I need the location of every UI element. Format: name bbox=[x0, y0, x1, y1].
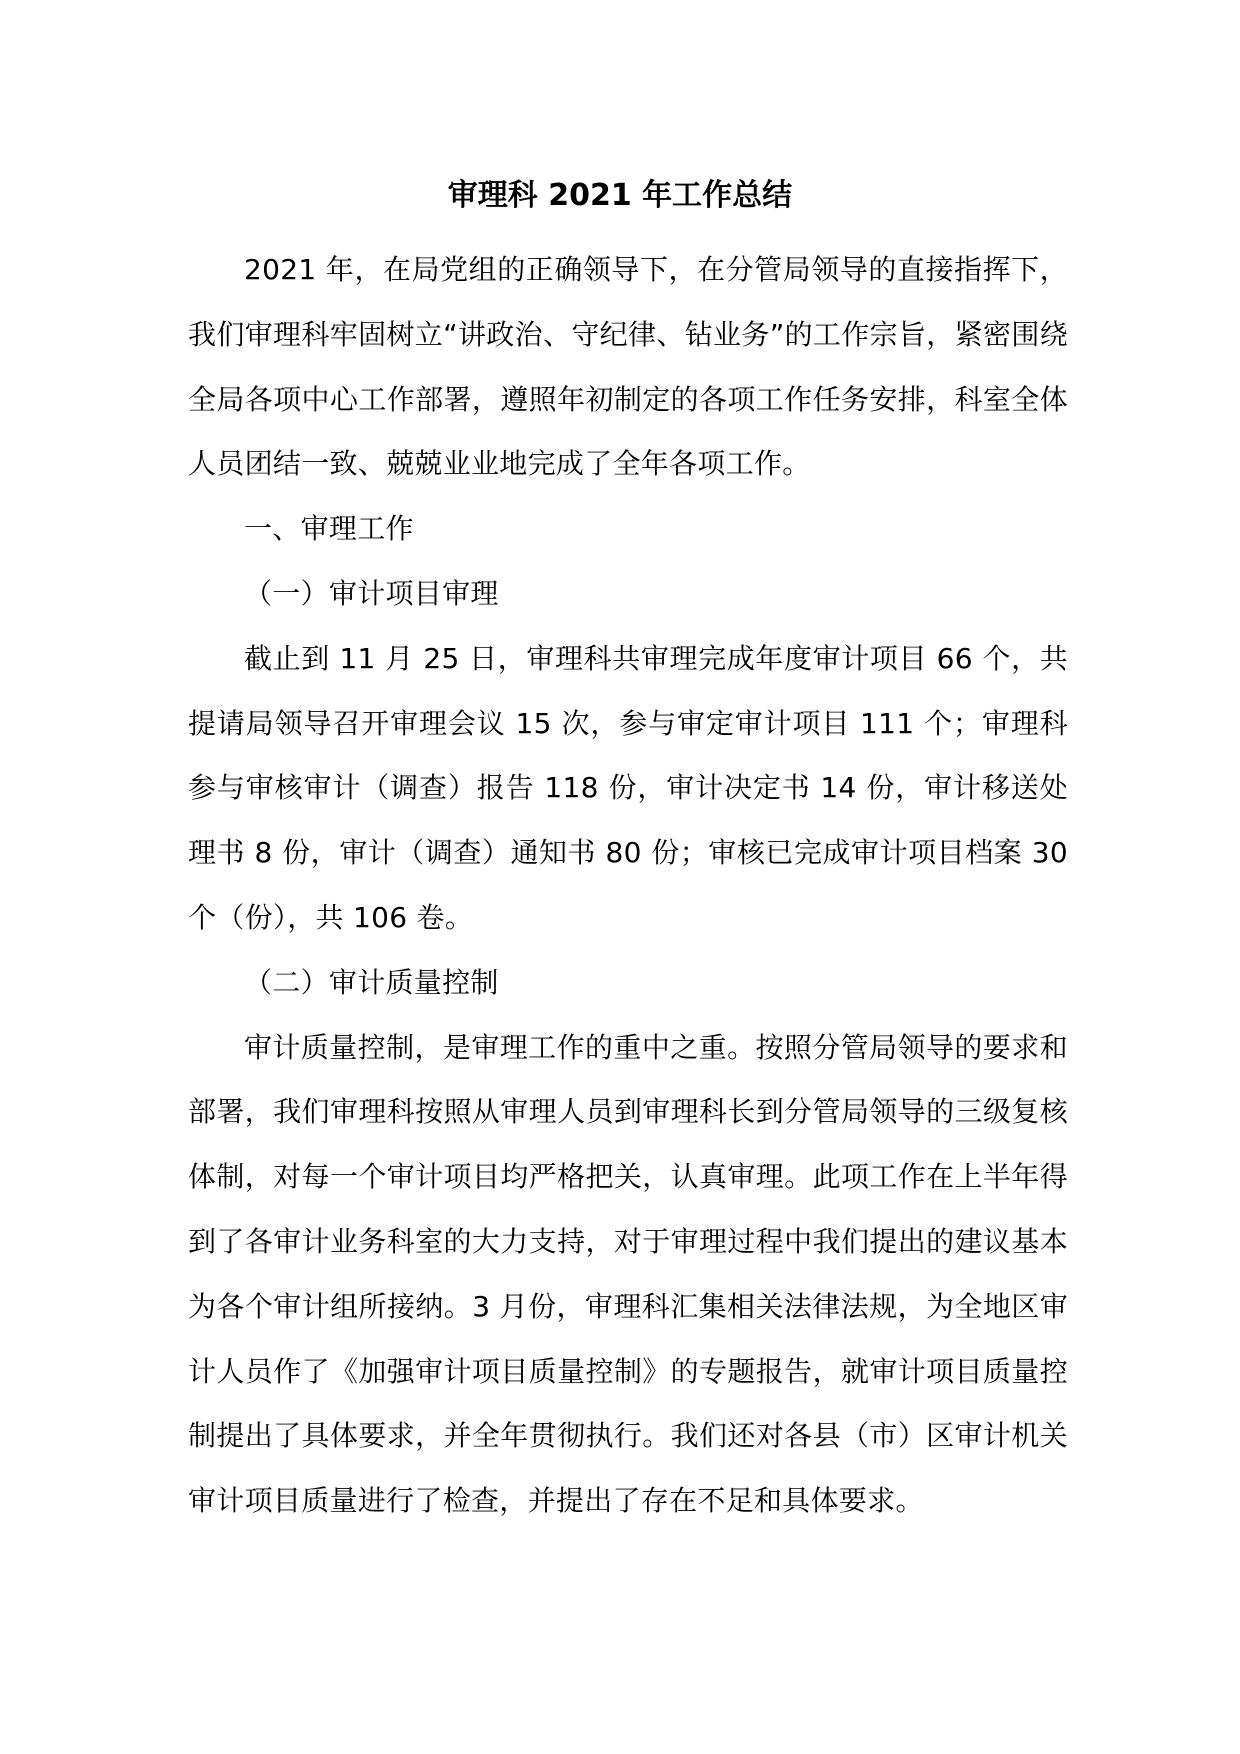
section-heading-review-work: 一、审理工作 bbox=[244, 512, 414, 546]
paragraph-project-review: 截止到 11 月 25 日，审理科共审理完成年度审计项目 66 个，共提请局领导召开审理会议 15 次，参与审定审计项目 111 个；审理科参与审核审计（调查）报告 118 份，审计决定书 14 份，审计移送处理书 8 份，审计（调查）通知书 80 份；审核已完成审计项目档案 30 个（份），共 106 卷。 bbox=[188, 641, 1068, 934]
subsection-heading-project-review: （一）审计项目审理 bbox=[244, 576, 499, 610]
document-body bbox=[188, 238, 1068, 1534]
document-title: 审理科 2021 年工作总结 bbox=[447, 178, 793, 213]
paragraph-quality-control: 审计质量控制，是审理工作的重中之重。按照分管局领导的要求和部署，我们审理科按照从审理人员到审理科长到分管局领导的三级复核体制，对每一个审计项目均严格把关，认真审理。此项工作在上半年得到了各审计业务科室的大力支持，对于审理过程中我们提出的建议基本为各个审计组所接纳。3 月份，审理科汇集相关法律法规，为全地区审计人员作了《加强审计项目质量控制》的专题报告，就审计项目质量控制提出了具体要求，并全年贯彻执行。我们还对各县（市）区审计机关审计项目质量进行了检查，并提出了存在不足和具体要求。 bbox=[188, 1030, 1068, 1518]
paragraph-intro: 2021 年，在局党组的正确领导下，在分管局领导的直接指挥下，我们审理科牢固树立“讲政治、守纪律、钻业务”的工作宗旨，紧密围绕全局各项中心工作部署，遵照年初制定的各项工作任务安排，科室全体人员团结一致、兢兢业业地完成了全年各项工作。 bbox=[188, 253, 1068, 481]
subsection-heading-quality-control: （二）审计质量控制 bbox=[244, 965, 499, 999]
